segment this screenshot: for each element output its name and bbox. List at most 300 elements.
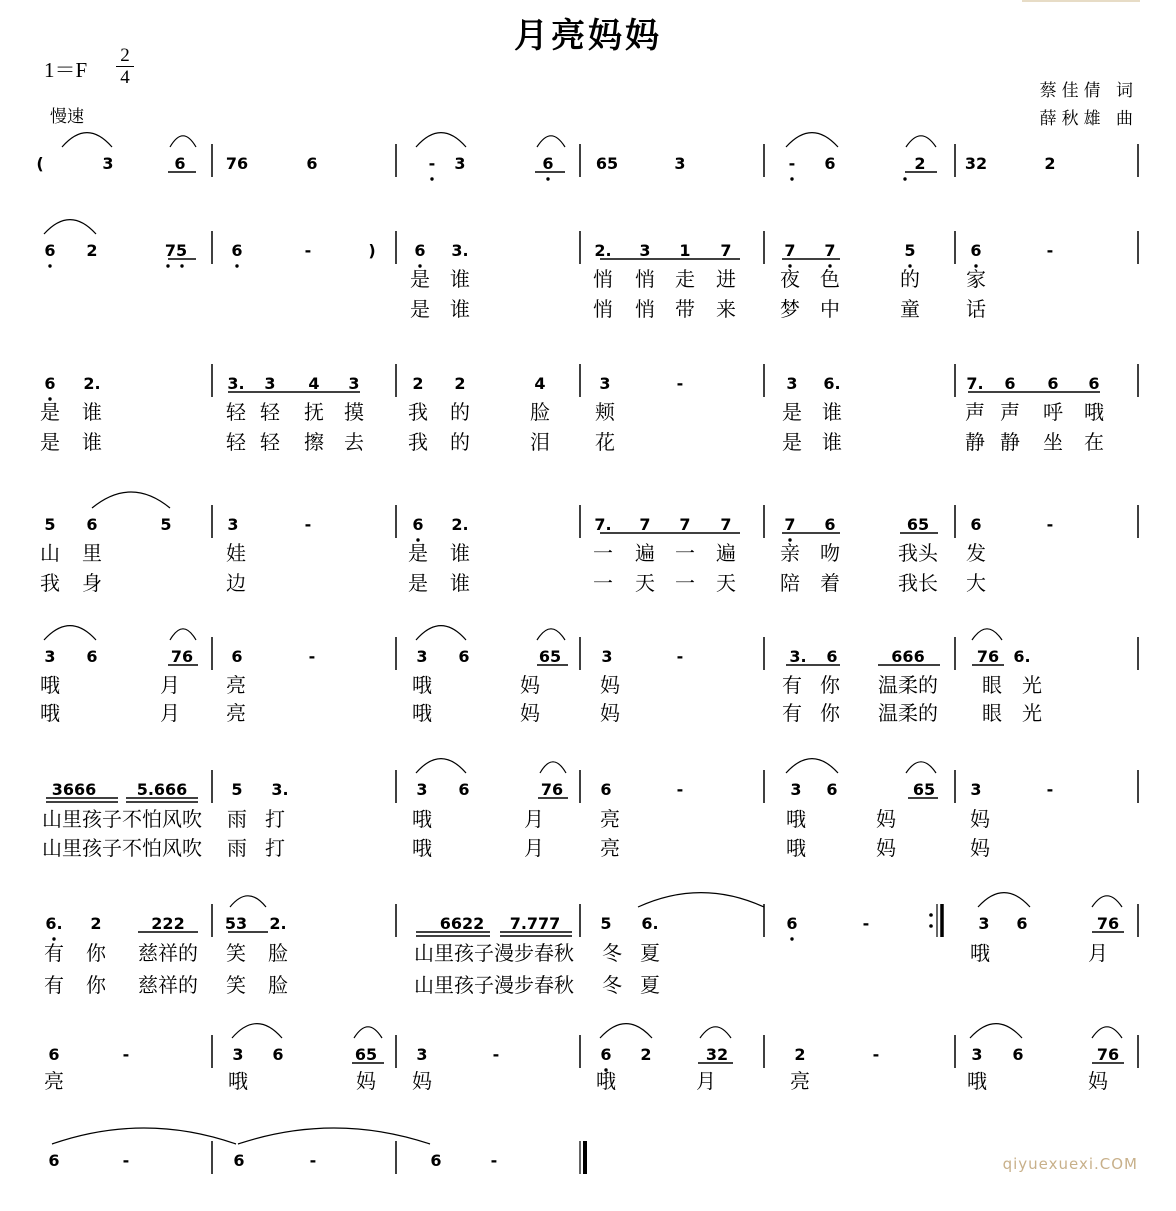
lyric-syllable: 有 bbox=[782, 673, 802, 697]
note: 6. bbox=[641, 914, 659, 933]
lyric-syllable: 一 bbox=[675, 571, 695, 595]
note: 6 bbox=[44, 374, 56, 393]
note: ( bbox=[36, 154, 44, 173]
lyric-syllable: 月 bbox=[160, 673, 180, 697]
note: 5 bbox=[904, 241, 916, 260]
note: 7. bbox=[594, 515, 612, 534]
lyric-syllable: 大 bbox=[966, 571, 986, 595]
lyric-syllable: 笑 bbox=[226, 973, 246, 997]
note: 3 bbox=[416, 1045, 428, 1064]
octave-dot bbox=[235, 264, 238, 267]
note: 32 bbox=[964, 154, 988, 173]
note: - bbox=[676, 780, 684, 799]
note: 6 bbox=[86, 647, 98, 666]
note: 2. bbox=[594, 241, 612, 260]
lyric-syllable: 妈 bbox=[412, 1069, 432, 1093]
note: 7 bbox=[720, 241, 732, 260]
note: 6 bbox=[600, 780, 612, 799]
lyric-syllable: 呼 bbox=[1043, 400, 1063, 424]
note: 3 bbox=[416, 780, 428, 799]
key-signature: 1＝F bbox=[44, 58, 88, 82]
lyric-syllable: 妈 bbox=[520, 701, 540, 725]
lyric-syllable: 慈祥的 bbox=[138, 973, 198, 997]
note: 3 bbox=[786, 374, 798, 393]
lyric-syllable: 话 bbox=[966, 297, 986, 321]
lyric-syllable: 亮 bbox=[600, 836, 620, 860]
note: 76 bbox=[976, 647, 1000, 666]
lyric-syllable: 悄 bbox=[593, 297, 613, 321]
lyric-syllable: 我头 bbox=[898, 541, 938, 565]
lyric-syllable: 的 bbox=[900, 267, 920, 291]
note: - bbox=[1046, 241, 1054, 260]
octave-dot bbox=[546, 177, 549, 180]
note: - bbox=[1046, 515, 1054, 534]
note: 76 bbox=[1096, 1045, 1120, 1064]
note: 6 bbox=[826, 647, 838, 666]
note: - bbox=[428, 154, 436, 173]
note: 65 bbox=[912, 780, 936, 799]
lyric-syllable: 月 bbox=[524, 836, 544, 860]
lyric-syllable: 家 bbox=[966, 267, 986, 291]
lyric-syllable: 在 bbox=[1084, 430, 1104, 454]
slur-arc bbox=[44, 626, 96, 640]
lyric-syllable: 哦 bbox=[970, 941, 990, 965]
slur-arc bbox=[238, 1128, 430, 1144]
note: 3 bbox=[454, 154, 466, 173]
note: 3 bbox=[970, 780, 982, 799]
lyric-syllable: 进 bbox=[716, 267, 736, 291]
note: 2. bbox=[269, 914, 287, 933]
lyric-syllable: 眼 bbox=[982, 701, 1002, 725]
lyric-syllable: 打 bbox=[265, 836, 285, 860]
lyric-syllable: 一 bbox=[675, 541, 695, 565]
lyric-syllable: 哦 bbox=[1084, 400, 1104, 424]
lyric-syllable: 童 bbox=[900, 297, 920, 321]
note: 6 bbox=[824, 515, 836, 534]
lyric-syllable: 色 bbox=[820, 267, 840, 291]
lyric-syllable: 轻 bbox=[260, 430, 280, 454]
slur-arc bbox=[170, 136, 196, 147]
note: 3 bbox=[102, 154, 114, 173]
note: 4 bbox=[534, 374, 546, 393]
octave-dot bbox=[48, 264, 51, 267]
lyric-syllable: 哦 bbox=[786, 836, 806, 860]
slur-arc bbox=[92, 492, 170, 508]
lyric-syllable: 是 bbox=[408, 571, 428, 595]
lyric-syllable: 吻 bbox=[820, 541, 840, 565]
slur-arc bbox=[638, 893, 764, 907]
note: 4 bbox=[308, 374, 320, 393]
note: 75 bbox=[164, 241, 188, 260]
lyric-syllable: 月 bbox=[160, 701, 180, 725]
lyric-syllable: 雨 bbox=[227, 807, 247, 831]
slur-arc bbox=[537, 136, 565, 147]
note: 6 bbox=[970, 241, 982, 260]
lyric-syllable: 亮 bbox=[600, 807, 620, 831]
note: 5.666 bbox=[136, 780, 188, 799]
lyric-syllable: 身 bbox=[82, 571, 102, 595]
slur-arc bbox=[416, 133, 466, 147]
note: 3. bbox=[227, 374, 245, 393]
tempo-marking: 慢速 bbox=[50, 107, 84, 127]
note: 6 bbox=[1088, 374, 1100, 393]
note: 76 bbox=[225, 154, 249, 173]
note: 3 bbox=[601, 647, 613, 666]
lyric-syllable: 带 bbox=[675, 297, 695, 321]
note: 666 bbox=[891, 647, 925, 666]
lyric-syllable: 脸 bbox=[530, 400, 550, 424]
song-title: 月亮妈妈 bbox=[514, 16, 662, 56]
lyric-syllable: 打 bbox=[265, 807, 285, 831]
lyric-syllable: 哦 bbox=[412, 673, 432, 697]
lyric-syllable: 脸 bbox=[268, 941, 288, 965]
composer-credit: 薛秋雄 曲 bbox=[1039, 109, 1138, 129]
note: 6. bbox=[45, 914, 63, 933]
note: - bbox=[304, 515, 312, 534]
lyric-syllable: 轻 bbox=[226, 430, 246, 454]
note: 6 bbox=[1012, 1045, 1024, 1064]
lyric-syllable: 抚 bbox=[304, 400, 324, 424]
note: 6 bbox=[542, 154, 554, 173]
lyric-syllable: 山里孩子不怕风吹 bbox=[42, 836, 202, 860]
note: 2 bbox=[794, 1045, 806, 1064]
lyric-syllable: 天 bbox=[635, 571, 655, 595]
slur-arc bbox=[62, 133, 112, 147]
slur-arc bbox=[600, 1024, 652, 1038]
note: - bbox=[676, 647, 684, 666]
lyric-syllable: 夏 bbox=[640, 941, 660, 965]
note: 3 bbox=[639, 241, 651, 260]
note: 1 bbox=[679, 241, 691, 260]
note: 6622 bbox=[439, 914, 485, 933]
lyric-syllable: 悄 bbox=[593, 267, 613, 291]
octave-dot bbox=[790, 177, 793, 180]
note: - bbox=[304, 241, 312, 260]
lyric-syllable: 里 bbox=[82, 541, 102, 565]
note: 6. bbox=[823, 374, 841, 393]
note: 76 bbox=[540, 780, 564, 799]
lyric-syllable: 夏 bbox=[640, 973, 660, 997]
lyric-syllable: 摸 bbox=[344, 400, 364, 424]
lyric-syllable: 是 bbox=[408, 541, 428, 565]
note: 6 bbox=[44, 241, 56, 260]
lyric-syllable: 妈 bbox=[970, 807, 990, 831]
lyric-syllable: 是 bbox=[40, 430, 60, 454]
lyric-syllable: 亮 bbox=[790, 1069, 810, 1093]
lyric-syllable: 温柔的 bbox=[878, 701, 938, 725]
repeat-dot bbox=[929, 924, 933, 928]
lyric-syllable: 妈 bbox=[876, 836, 896, 860]
slur-arc bbox=[230, 896, 266, 907]
lyric-syllable: 的 bbox=[450, 430, 470, 454]
lyric-syllable: 走 bbox=[675, 267, 695, 291]
note: 6 bbox=[414, 241, 426, 260]
note: - bbox=[788, 154, 796, 173]
octave-dot bbox=[166, 264, 169, 267]
lyric-syllable: 妈 bbox=[520, 673, 540, 697]
lyric-syllable: 遍 bbox=[635, 541, 655, 565]
note: 2 bbox=[90, 914, 102, 933]
lyric-syllable: 山里孩子漫步春秋 bbox=[414, 973, 574, 997]
lyric-syllable: 你 bbox=[820, 701, 840, 725]
lyric-syllable: 冬 bbox=[602, 941, 622, 965]
note: 7. bbox=[966, 374, 984, 393]
note: 3 bbox=[971, 1045, 983, 1064]
lyric-syllable: 谁 bbox=[450, 267, 470, 291]
note: 2 bbox=[640, 1045, 652, 1064]
lyric-syllable: 发 bbox=[966, 541, 986, 565]
lyric-syllable: 妈 bbox=[600, 701, 620, 725]
note: 76 bbox=[170, 647, 194, 666]
lyric-syllable: 泪 bbox=[530, 430, 550, 454]
note: 2 bbox=[1044, 154, 1056, 173]
note: 7 bbox=[824, 241, 836, 260]
lyric-syllable: 有 bbox=[782, 701, 802, 725]
lyric-syllable: 光 bbox=[1022, 673, 1042, 697]
slur-arc bbox=[1092, 1027, 1122, 1038]
lyric-syllable: 妈 bbox=[1088, 1069, 1108, 1093]
time-signature-top: 2 bbox=[120, 45, 130, 66]
lyric-syllable: 哦 bbox=[967, 1069, 987, 1093]
slur-arc bbox=[1092, 896, 1122, 907]
note: 2. bbox=[451, 515, 469, 534]
lyric-syllable: 山里孩子漫步春秋 bbox=[414, 941, 574, 965]
lyric-syllable: 哦 bbox=[412, 807, 432, 831]
slur-arc bbox=[972, 629, 1002, 640]
slur-arc bbox=[416, 626, 466, 640]
note: 222 bbox=[151, 914, 185, 933]
note: 65 bbox=[906, 515, 930, 534]
lyric-syllable: 轻 bbox=[226, 400, 246, 424]
note: 7.777 bbox=[509, 914, 561, 933]
lyric-syllable: 轻 bbox=[260, 400, 280, 424]
lyric-syllable: 笑 bbox=[226, 941, 246, 965]
note: 7 bbox=[679, 515, 691, 534]
note: 6 bbox=[1016, 914, 1028, 933]
note: - bbox=[1046, 780, 1054, 799]
note: 6 bbox=[824, 154, 836, 173]
note: 3 bbox=[232, 1045, 244, 1064]
lyric-syllable: 哦 bbox=[228, 1069, 248, 1093]
lyric-syllable: 哦 bbox=[412, 701, 432, 725]
note: - bbox=[122, 1045, 130, 1064]
note: 6 bbox=[48, 1045, 60, 1064]
lyric-syllable: 一 bbox=[593, 541, 613, 565]
repeat-dot bbox=[929, 913, 933, 917]
lyric-syllable: 娃 bbox=[226, 541, 246, 565]
lyric-syllable: 一 bbox=[593, 571, 613, 595]
lyric-syllable: 的 bbox=[450, 400, 470, 424]
note: 6 bbox=[458, 647, 470, 666]
note: 6 bbox=[412, 515, 424, 534]
lyric-syllable: 坐 bbox=[1043, 430, 1063, 454]
lyric-syllable: 花 bbox=[595, 430, 615, 454]
note: 3 bbox=[348, 374, 360, 393]
note: 6 bbox=[306, 154, 318, 173]
octave-dot bbox=[903, 177, 906, 180]
note: 5 bbox=[231, 780, 243, 799]
lyric-syllable: 哦 bbox=[40, 673, 60, 697]
note: 6 bbox=[458, 780, 470, 799]
lyric-syllable: 哦 bbox=[40, 701, 60, 725]
note: 7 bbox=[784, 515, 796, 534]
lyric-syllable: 悄 bbox=[635, 267, 655, 291]
lyric-syllable: 雨 bbox=[227, 836, 247, 860]
note: 6. bbox=[1013, 647, 1031, 666]
lyric-syllable: 有 bbox=[44, 941, 64, 965]
note: 7 bbox=[784, 241, 796, 260]
lyric-syllable: 你 bbox=[86, 941, 106, 965]
lyricist-credit: 蔡佳倩 词 bbox=[1039, 81, 1138, 101]
note: 3. bbox=[451, 241, 469, 260]
note: - bbox=[309, 1151, 317, 1170]
lyric-syllable: 夜 bbox=[780, 267, 800, 291]
lyric-syllable: 来 bbox=[716, 297, 736, 321]
note: 2. bbox=[83, 374, 101, 393]
octave-dot bbox=[180, 264, 183, 267]
lyric-syllable: 眼 bbox=[982, 673, 1002, 697]
note: 3 bbox=[264, 374, 276, 393]
lyric-syllable: 我 bbox=[408, 430, 428, 454]
lyric-syllable: 妈 bbox=[356, 1069, 376, 1093]
note: ) bbox=[368, 241, 376, 260]
note: 3 bbox=[227, 515, 239, 534]
lyric-syllable: 山 bbox=[40, 541, 60, 565]
lyric-syllable: 温柔的 bbox=[878, 673, 938, 697]
lyric-syllable: 谁 bbox=[82, 430, 102, 454]
lyric-syllable: 是 bbox=[410, 297, 430, 321]
lyric-syllable: 妈 bbox=[970, 836, 990, 860]
note: 3. bbox=[789, 647, 807, 666]
note: 65 bbox=[538, 647, 562, 666]
lyric-syllable: 谁 bbox=[450, 297, 470, 321]
note: 6 bbox=[174, 154, 186, 173]
lyric-syllable: 天 bbox=[716, 571, 736, 595]
note: 5 bbox=[160, 515, 172, 534]
lyric-syllable: 谁 bbox=[450, 541, 470, 565]
note: 7 bbox=[720, 515, 732, 534]
slur-arc bbox=[700, 1027, 731, 1038]
note: - bbox=[492, 1045, 500, 1064]
lyric-syllable: 静 bbox=[965, 430, 985, 454]
lyric-syllable: 有 bbox=[44, 973, 64, 997]
note: 5 bbox=[44, 515, 56, 534]
lyric-syllable: 月 bbox=[1088, 941, 1108, 965]
slur-arc bbox=[354, 1027, 382, 1038]
note: 6 bbox=[231, 241, 243, 260]
slur-arc bbox=[44, 220, 96, 234]
lyric-syllable: 颊 bbox=[595, 400, 615, 424]
note: 6 bbox=[970, 515, 982, 534]
note: 3. bbox=[271, 780, 289, 799]
note: 2 bbox=[86, 241, 98, 260]
slur-arc bbox=[978, 893, 1030, 907]
lyric-syllable: 声 bbox=[1000, 400, 1020, 424]
lyric-syllable: 我 bbox=[408, 400, 428, 424]
note: - bbox=[872, 1045, 880, 1064]
slur-arc bbox=[416, 759, 466, 773]
note: 6 bbox=[786, 914, 798, 933]
lyric-syllable: 脸 bbox=[268, 973, 288, 997]
lyric-syllable: 擦 bbox=[304, 430, 324, 454]
lyric-syllable: 中 bbox=[820, 297, 840, 321]
note: - bbox=[490, 1151, 498, 1170]
lyric-syllable: 月 bbox=[696, 1069, 716, 1093]
lyric-syllable: 冬 bbox=[602, 973, 622, 997]
lyric-syllable: 着 bbox=[820, 571, 840, 595]
lyric-syllable: 我 bbox=[40, 571, 60, 595]
note: 3 bbox=[790, 780, 802, 799]
note: - bbox=[862, 914, 870, 933]
time-signature-bottom: 4 bbox=[120, 67, 130, 88]
slur-arc bbox=[52, 1128, 236, 1144]
note: 7 bbox=[639, 515, 651, 534]
lyric-syllable: 悄 bbox=[635, 297, 655, 321]
lyric-syllable: 我长 bbox=[898, 571, 938, 595]
lyric-syllable: 山里孩子不怕风吹 bbox=[42, 807, 202, 831]
lyric-syllable: 声 bbox=[965, 400, 985, 424]
lyric-syllable: 哦 bbox=[412, 836, 432, 860]
note: 5 bbox=[600, 914, 612, 933]
lyric-syllable: 去 bbox=[344, 430, 364, 454]
slur-arc bbox=[170, 629, 196, 640]
lyric-syllable: 谁 bbox=[822, 430, 842, 454]
note: - bbox=[676, 374, 684, 393]
slur-arc bbox=[906, 762, 936, 773]
lyric-syllable: 谁 bbox=[822, 400, 842, 424]
watermark: qiyuexuexi.COM bbox=[1002, 1155, 1138, 1173]
note: 6 bbox=[48, 1151, 60, 1170]
lyric-syllable: 静 bbox=[1000, 430, 1020, 454]
lyric-syllable: 亲 bbox=[780, 541, 800, 565]
note: 3 bbox=[44, 647, 56, 666]
lyric-syllable: 是 bbox=[40, 400, 60, 424]
lyric-syllable: 你 bbox=[820, 673, 840, 697]
note: 6 bbox=[600, 1045, 612, 1064]
note: 6 bbox=[1004, 374, 1016, 393]
note: 32 bbox=[705, 1045, 729, 1064]
lyric-syllable: 光 bbox=[1022, 701, 1042, 725]
lyric-syllable: 慈祥的 bbox=[138, 941, 198, 965]
note: 3666 bbox=[51, 780, 97, 799]
slur-arc bbox=[540, 762, 566, 773]
slur-arc bbox=[232, 1024, 282, 1038]
note: - bbox=[122, 1151, 130, 1170]
note: 2 bbox=[412, 374, 424, 393]
note: 6 bbox=[826, 780, 838, 799]
note: 65 bbox=[354, 1045, 378, 1064]
note: 3 bbox=[416, 647, 428, 666]
note: 6 bbox=[231, 647, 243, 666]
note: 53 bbox=[224, 914, 248, 933]
lyric-syllable: 是 bbox=[410, 267, 430, 291]
note: 65 bbox=[595, 154, 619, 173]
slur-arc bbox=[786, 133, 838, 147]
note: 76 bbox=[1096, 914, 1120, 933]
lyric-syllable: 妈 bbox=[600, 673, 620, 697]
note: 2 bbox=[454, 374, 466, 393]
lyric-syllable: 你 bbox=[86, 973, 106, 997]
lyric-syllable: 边 bbox=[226, 571, 246, 595]
lyric-syllable: 梦 bbox=[780, 297, 800, 321]
lyric-syllable: 亮 bbox=[226, 701, 246, 725]
note: 6 bbox=[272, 1045, 284, 1064]
note: 6 bbox=[233, 1151, 245, 1170]
lyric-syllable: 月 bbox=[524, 807, 544, 831]
octave-dot bbox=[430, 177, 433, 180]
note: 3 bbox=[978, 914, 990, 933]
octave-dot bbox=[790, 937, 793, 940]
